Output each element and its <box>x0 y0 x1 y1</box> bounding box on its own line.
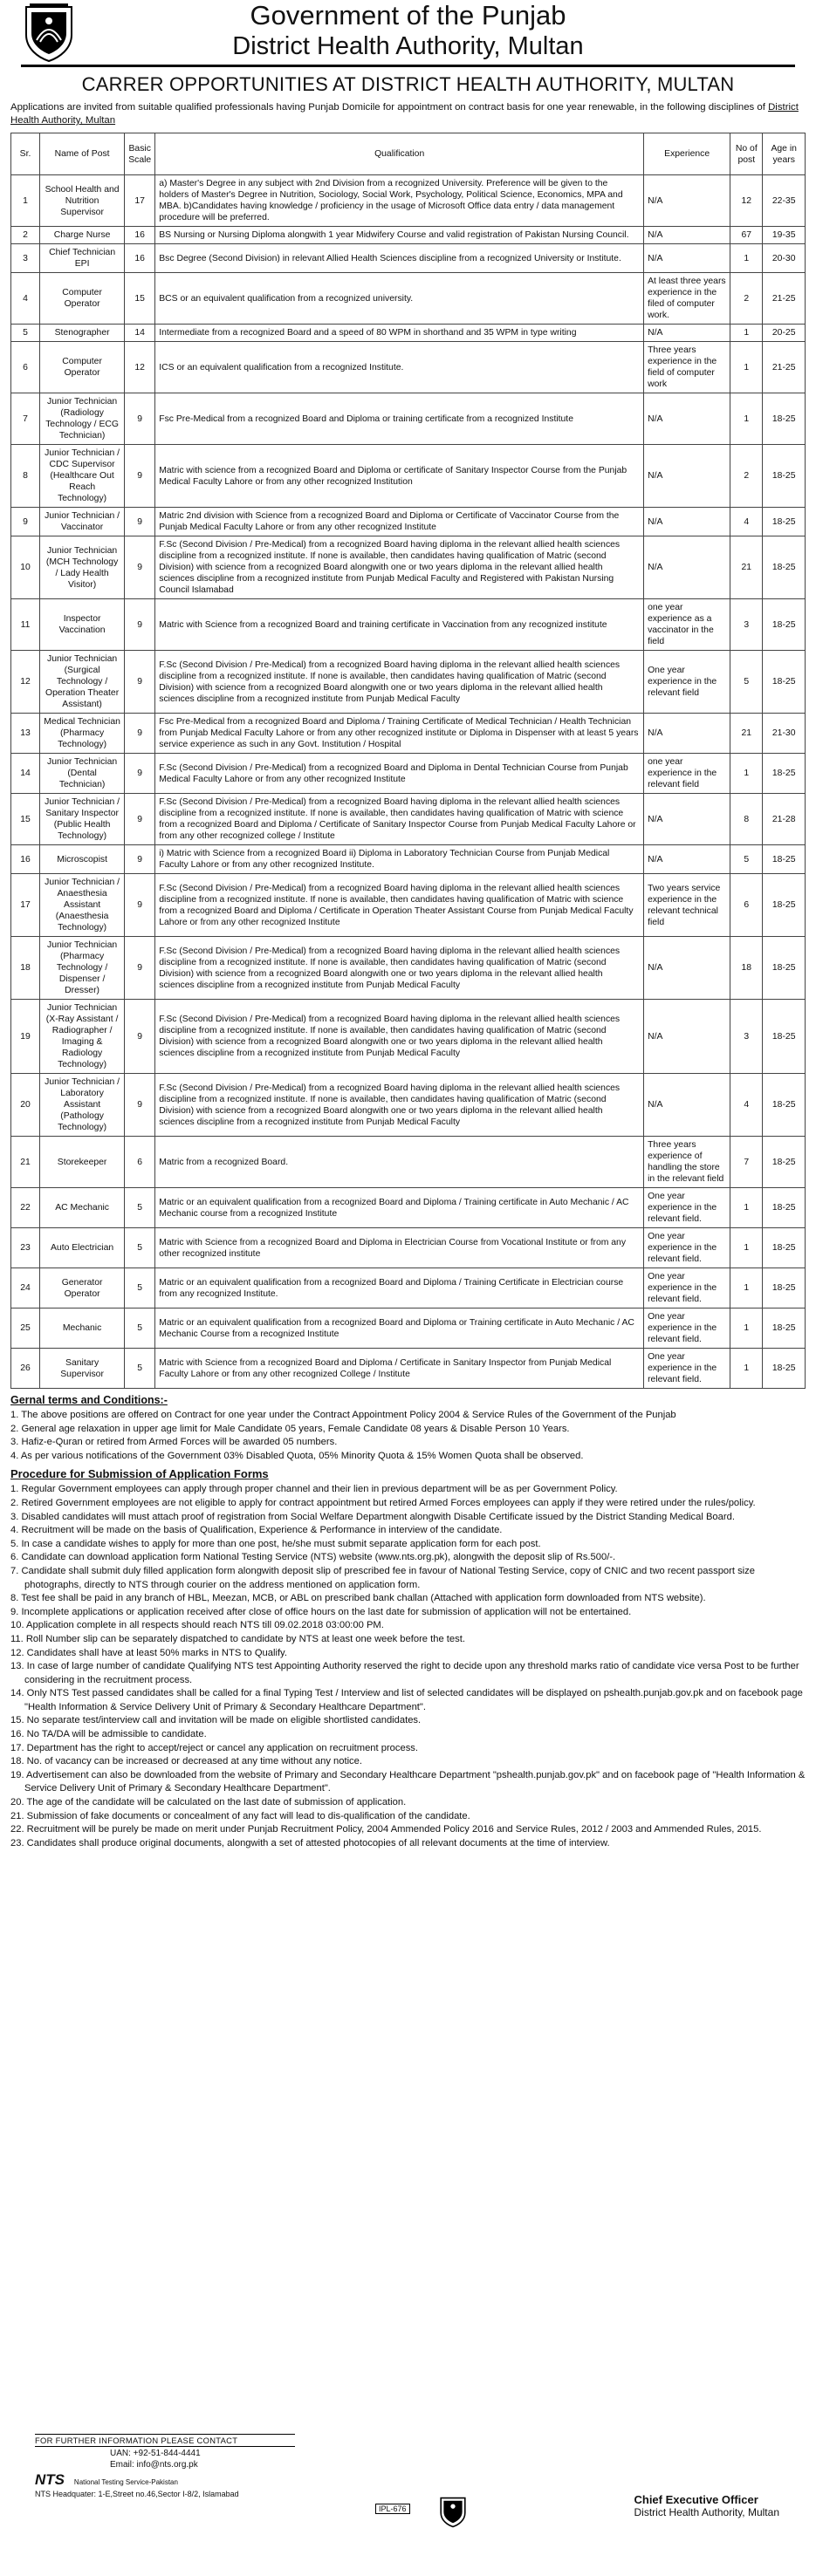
cell-qualification: Matric or an equivalent qualification from a recognized Board and Diploma / Training Certificate in Electrician course from any recognized Institute. <box>155 1268 644 1308</box>
cell-age: 18-25 <box>763 874 806 937</box>
cell-experience: N/A <box>644 445 730 508</box>
cell-experience: One year experience in the relevant field. <box>644 1268 730 1308</box>
cell-post: Junior Technician (MCH Technology / Lady Health Visitor) <box>40 536 125 599</box>
cell-qualification: Fsc Pre-Medical from a recognized Board and Diploma / Training Certificate of Medical Technician / Health Technician from Punjab Medical Faculty Lahore or from any other recognized institute or Diploma in Dispenser with at least 5 years service experience as such in any Govt. Institution / Hospital <box>155 714 644 754</box>
cell-scale: 9 <box>125 599 155 651</box>
cell-post: Sanitary Supervisor <box>40 1349 125 1389</box>
table-row <box>11 227 806 244</box>
table-row <box>11 1308 806 1349</box>
cell-scale: 9 <box>125 845 155 874</box>
cell-qualification: F.Sc (Second Division / Pre-Medical) from a recognized Board having diploma in the relevant allied health sciences discipline from a recognized institute. If none is available, then candidates having qualification of Matric (second Division) with science from a recognized Board alongwith one or two years diploma in the relevant allied health sciences discipline from a recognized institute from Punjab Medical Faculty <box>155 937 644 1000</box>
table-row <box>11 599 806 651</box>
cell-experience: N/A <box>644 794 730 845</box>
cell-posts: 6 <box>730 874 763 937</box>
table-row <box>11 244 806 273</box>
table-row <box>11 754 806 794</box>
cell-posts: 4 <box>730 1074 763 1137</box>
cell-experience: One year experience in the relevant field <box>644 651 730 714</box>
cell-scale: 12 <box>125 342 155 393</box>
cell-sr: 2 <box>11 227 40 244</box>
authority-title: District Health Authority, Multan <box>232 32 584 60</box>
table-row <box>11 937 806 1000</box>
cell-posts: 1 <box>730 1349 763 1389</box>
cell-post: Computer Operator <box>40 273 125 325</box>
cell-qualification: F.Sc (Second Division / Pre-Medical) from a recognized Board having diploma in the relevant allied health sciences discipline from a recognized institute. If none is available, then candidates having qualification of Matric (second Division) with science from a recognized Board alongwith one or two years diploma in the relevant allied health sciences discipline from a recognized institute from Punjab Medical Faculty and Registered with Pakistan Nursing Council Islamabad <box>155 536 644 599</box>
cell-age: 18-25 <box>763 937 806 1000</box>
header-experience: Experience <box>644 133 730 175</box>
cell-post: Junior Technician / Vaccinator <box>40 508 125 536</box>
cell-experience: Three years experience in the field of computer work <box>644 342 730 393</box>
table-row <box>11 874 806 937</box>
cell-posts: 1 <box>730 1308 763 1349</box>
cell-age: 18-25 <box>763 1000 806 1074</box>
cell-age: 21-25 <box>763 342 806 393</box>
cell-experience: N/A <box>644 175 730 227</box>
cell-post: Inspector Vaccination <box>40 599 125 651</box>
cell-sr: 22 <box>11 1188 40 1228</box>
cell-age: 18-25 <box>763 1308 806 1349</box>
cell-sr: 24 <box>11 1268 40 1308</box>
procedure-item: 10. Application complete in all respects should reach NTS till 09.02.2018 03:00:00 PM. <box>10 1620 384 1631</box>
cell-posts: 1 <box>730 1188 763 1228</box>
jobs-table-body <box>11 175 806 1389</box>
nts-contact-box <box>35 2434 295 2498</box>
cell-post: Generator Operator <box>40 1268 125 1308</box>
cell-experience: one year experience as a vaccinator in the field <box>644 599 730 651</box>
table-row <box>11 536 806 599</box>
cell-sr: 4 <box>11 273 40 325</box>
cell-sr: 26 <box>11 1349 40 1389</box>
header-title <box>10 0 806 61</box>
table-row <box>11 845 806 874</box>
cell-scale: 9 <box>125 393 155 445</box>
cell-qualification: Matric with Science from a recognized Board and training certificate in Vaccination from any recognized institute <box>155 599 644 651</box>
cell-age: 18-25 <box>763 1074 806 1137</box>
ceo-title: Chief Executive Officer <box>634 2493 758 2506</box>
table-row <box>11 445 806 508</box>
cell-scale: 5 <box>125 1308 155 1349</box>
cell-post: Junior Technician / Laboratory Assistant (Pathology Technology) <box>40 1074 125 1137</box>
cell-sr: 20 <box>11 1074 40 1137</box>
intro-text: Applications are invited from suitable qualified professionals having Punjab Domicile for appointment on contract basis for one year renewable, in the following disciplines of <box>10 102 769 113</box>
nts-headquarter: NTS Headquater: 1-E,Street no.46,Sector I-8/2, Islamabad <box>35 2490 239 2498</box>
cell-sr: 17 <box>11 874 40 937</box>
cell-post: Junior Technician / Sanitary Inspector (Public Health Technology) <box>40 794 125 845</box>
cell-sr: 15 <box>11 794 40 845</box>
cell-posts: 5 <box>730 845 763 874</box>
cell-experience: At least three years experience in the filed of computer work. <box>644 273 730 325</box>
cell-age: 18-25 <box>763 445 806 508</box>
cell-sr: 7 <box>11 393 40 445</box>
cell-experience: N/A <box>644 536 730 599</box>
procedure-item: 19. Advertisement can also be downloaded from the website of Primary and Secondary Healthcare Department "pshealth.punjab.gov.pk" and on facebook page of "Health Information & Service Delivery Unit of Primary & Secondary Healthcare Department". <box>10 1769 806 1794</box>
cell-qualification: Bsc Degree (Second Division) in relevant Allied Health Sciences discipline from a recognized University or Institute. <box>155 244 644 273</box>
cell-qualification: Matric with Science from a recognized Board and Diploma in Electrician Course from Vocational Institute or from any other recognized institute <box>155 1228 644 1268</box>
table-row <box>11 273 806 325</box>
terms-list <box>10 1409 806 1463</box>
cell-posts: 1 <box>730 754 763 794</box>
cell-qualification: Matric or an equivalent qualification from a recognized Board and Diploma / Training certificate in Auto Mechanic / AC Mechanic course from a recognized Institute <box>155 1188 644 1228</box>
table-row <box>11 1137 806 1188</box>
cell-experience: N/A <box>644 1000 730 1074</box>
cell-qualification: i) Matric with Science from a recognized Board ii) Diploma in Laboratory Technician Course from Punjab Medical Faculty Lahore or from any other recognized Institute. <box>155 845 644 874</box>
cell-posts: 1 <box>730 342 763 393</box>
cell-age: 18-25 <box>763 1349 806 1389</box>
ceo-signature-block <box>634 2493 779 2518</box>
cell-experience: one year experience in the relevant field <box>644 754 730 794</box>
intro-paragraph <box>10 101 806 127</box>
government-title: Government of the Punjab <box>250 0 566 31</box>
jobs-table <box>10 133 806 1389</box>
header-age: Age in years <box>763 133 806 175</box>
procedure-item: 12. Candidates shall have at least 50% marks in NTS to Qualify. <box>10 1647 287 1658</box>
cell-age: 20-25 <box>763 325 806 342</box>
email-address: Email: info@nts.org.pk <box>110 2460 198 2470</box>
procedure-title: Procedure for Submission of Application Forms <box>10 1467 269 1481</box>
cell-experience: N/A <box>644 227 730 244</box>
cell-post: Medical Technician (Pharmacy Technology) <box>40 714 125 754</box>
page-header <box>10 0 806 68</box>
cell-scale: 5 <box>125 1188 155 1228</box>
cell-experience: N/A <box>644 714 730 754</box>
nts-subtitle: National Testing Service-Pakistan <box>73 2478 178 2486</box>
cell-scale: 17 <box>125 175 155 227</box>
terms-item: 2. General age relaxation in upper age limit for Male Candidate 05 years, Female Candidate 08 years & Disable Person 10 Years. <box>10 1423 570 1434</box>
table-row <box>11 1349 806 1389</box>
table-header-row <box>11 133 806 175</box>
cell-scale: 5 <box>125 1228 155 1268</box>
table-row <box>11 1268 806 1308</box>
contact-info-bar: FOR FURTHER INFORMATION PLEASE CONTACT <box>35 2434 295 2447</box>
cell-posts: 1 <box>730 393 763 445</box>
procedure-item: 7. Candidate shall submit duly filled application form alongwith deposit slip of prescribed fee in favour of National Testing Service, copy of CNIC and two recent passport size photographs, directly to NTS through courier on the address mentioned on application form. <box>10 1565 755 1590</box>
procedure-item: 2. Retired Government employees are not eligible to apply for contract appointment but retired Armed Forces employees can apply if they were retired under the rules/policy. <box>10 1497 756 1508</box>
cell-age: 18-25 <box>763 1137 806 1188</box>
cell-posts: 12 <box>730 175 763 227</box>
cell-posts: 7 <box>730 1137 763 1188</box>
cell-qualification: Fsc Pre-Medical from a recognized Board and Diploma or training certificate from a recognized Institute <box>155 393 644 445</box>
cell-experience: One year experience in the relevant field. <box>644 1188 730 1228</box>
terms-item: 4. As per various notifications of the Government 03% Disabled Quota, 05% Minority Quota & 15% Women Quota shall be observed. <box>10 1450 584 1461</box>
cell-age: 18-25 <box>763 393 806 445</box>
cell-post: Junior Technician / Anaesthesia Assistant (Anaesthesia Technology) <box>40 874 125 937</box>
cell-qualification: Matric or an equivalent qualification from a recognized Board and Diploma or Training certificate in Auto Mechanic / AC Mechanic Course from a recognized Institute <box>155 1308 644 1349</box>
cell-scale: 5 <box>125 1349 155 1389</box>
table-row <box>11 714 806 754</box>
cell-age: 18-25 <box>763 1188 806 1228</box>
table-row <box>11 794 806 845</box>
cell-age: 18-25 <box>763 508 806 536</box>
intro-authority-link: District Health Authority, Multan <box>10 102 799 126</box>
cell-posts: 1 <box>730 325 763 342</box>
procedure-item: 8. Test fee shall be paid in any branch of HBL, Meezan, MCB, or ABL on prescribed bank challan (Attached with application form downloaded from NTS website). <box>10 1593 706 1604</box>
cell-qualification: Matric from a recognized Board. <box>155 1137 644 1188</box>
cell-scale: 9 <box>125 794 155 845</box>
cell-posts: 3 <box>730 599 763 651</box>
cell-posts: 18 <box>730 937 763 1000</box>
cell-post: Mechanic <box>40 1308 125 1349</box>
header-qualification: Qualification <box>155 133 644 175</box>
cell-age: 21-25 <box>763 273 806 325</box>
cell-scale: 9 <box>125 714 155 754</box>
cell-scale: 16 <box>125 227 155 244</box>
table-row <box>11 1000 806 1074</box>
cell-sr: 25 <box>11 1308 40 1349</box>
procedure-item: 5. In case a candidate wishes to apply for more than one post, he/she must submit separate application form for each post. <box>10 1538 541 1549</box>
career-heading: CARRER OPPORTUNITIES AT DISTRICT HEALTH AUTHORITY, MULTAN <box>81 73 735 95</box>
cell-post: Junior Technician (Dental Technician) <box>40 754 125 794</box>
cell-experience: Three years experience of handling the store in the relevant field <box>644 1137 730 1188</box>
cell-scale: 9 <box>125 937 155 1000</box>
cell-qualification: a) Master's Degree in any subject with 2nd Division from a recognized University. Preference will be given to the holders of Master's Degree in Nutrition, Sociology, Social Work, Psychology, Political Science, Economics, MPA and MBA. b)Candidates having knowledge / proficiency in the usage of Microsoft Office data entry / data management procedure will be preferred. <box>155 175 644 227</box>
cell-scale: 9 <box>125 651 155 714</box>
cell-post: Junior Technician (Radiology Technology / ECG Technician) <box>40 393 125 445</box>
table-row <box>11 393 806 445</box>
cell-age: 18-25 <box>763 599 806 651</box>
cell-scale: 9 <box>125 754 155 794</box>
cell-experience: N/A <box>644 845 730 874</box>
table-row <box>11 508 806 536</box>
cell-sr: 13 <box>11 714 40 754</box>
cell-qualification: Intermediate from a recognized Board and a speed of 80 WPM in shorthand and 35 WPM in type writing <box>155 325 644 342</box>
cell-scale: 5 <box>125 1268 155 1308</box>
cell-post: Computer Operator <box>40 342 125 393</box>
cell-posts: 3 <box>730 1000 763 1074</box>
ipl-number: IPL-676 <box>375 2504 410 2514</box>
cell-scale: 6 <box>125 1137 155 1188</box>
cell-post: Junior Technician (Pharmacy Technology / Dispenser / Dresser) <box>40 937 125 1000</box>
cell-post: Junior Technician (X-Ray Assistant / Radiographer / Imaging & Radiology Technology) <box>40 1000 125 1074</box>
cell-qualification: F.Sc (Second Division / Pre-Medical) from a recognized Board having diploma in the relevant allied health sciences discipline from a recognized institute. If none is available, then candidates having qualification of Matric (second Division) with science from a recognized Board alongwith one or two years diploma in the relevant allied health sciences discipline from a recognized institute from Punjab Medical Faculty <box>155 1000 644 1074</box>
procedure-item: 13. In case of large number of candidate Qualifying NTS test Appointing Authority reserved the right to decide upon any threshold marks ratio of candidate vice versa Post to be further considering in the recruitment process. <box>10 1661 799 1685</box>
cell-age: 21-30 <box>763 714 806 754</box>
cell-scale: 9 <box>125 1000 155 1074</box>
procedure-item: 15. No separate test/interview call and invitation will be made on eligible shortlisted candidates. <box>10 1715 422 1726</box>
cell-post: AC Mechanic <box>40 1188 125 1228</box>
cell-scale: 9 <box>125 874 155 937</box>
procedure-item: 23. Candidates shall produce original documents, alongwith a set of attested photocopies of all relevant documents at the time of interview. <box>10 1837 610 1848</box>
table-row <box>11 651 806 714</box>
procedure-item: 17. Department has the right to accept/reject or cancel any application on recruitment process. <box>10 1742 419 1753</box>
procedure-item: 16. No TA/DA will be admissible to candidate. <box>10 1729 207 1740</box>
header-divider <box>21 65 795 67</box>
cell-posts: 21 <box>730 714 763 754</box>
cell-posts: 67 <box>730 227 763 244</box>
cell-sr: 11 <box>11 599 40 651</box>
cell-experience: One year experience in the relevant field. <box>644 1228 730 1268</box>
cell-post: Auto Electrician <box>40 1228 125 1268</box>
table-row <box>11 175 806 227</box>
cell-posts: 2 <box>730 445 763 508</box>
procedure-item: 21. Submission of fake documents or concealment of any fact will lead to dis-qualification of the candidate. <box>10 1810 470 1821</box>
cell-qualification: F.Sc (Second Division / Pre-Medical) from a recognized Board and Diploma in Dental Technician Course from Punjab Medical Faculty Lahore or from any other recognized Institute <box>155 754 644 794</box>
cell-post: Charge Nurse <box>40 227 125 244</box>
cell-posts: 2 <box>730 273 763 325</box>
cell-scale: 15 <box>125 273 155 325</box>
cell-age: 18-25 <box>763 1228 806 1268</box>
cell-qualification: Matric 2nd division with Science from a recognized Board and Diploma or Certificate of Vaccinator Course from the Punjab Medical Faculty Lahore or from any other recognized Institute <box>155 508 644 536</box>
cell-age: 18-25 <box>763 536 806 599</box>
cell-sr: 6 <box>11 342 40 393</box>
procedure-item: 4. Recruitment will be made on the basis of Qualification, Experience & Performance in interview of the candidate. <box>10 1525 503 1536</box>
punjab-emblem-small-icon <box>438 2495 468 2528</box>
terms-item: 3. Hafiz-e-Quran or retired from Armed Forces will be awarded 05 numbers. <box>10 1437 338 1448</box>
cell-scale: 9 <box>125 445 155 508</box>
cell-posts: 1 <box>730 244 763 273</box>
procedure-item: 6. Candidate can download application form National Testing Service (NTS) website (www.nts.org.pk), alongwith the deposit slip of Rs.500/-. <box>10 1552 616 1563</box>
cell-age: 18-25 <box>763 651 806 714</box>
cell-qualification: F.Sc (Second Division / Pre-Medical) from a recognized Board having diploma in the relevant allied health sciences discipline from a recognized institute. If none is available, then candidates having qualification of Matric with science from a recognized Board and Diploma / Certificate of Sanitary Inspector Course from Punjab Medical Faculty Lahore or from any other recognized college / Institute <box>155 794 644 845</box>
cell-age: 18-25 <box>763 754 806 794</box>
procedure-item: 22. Recruitment will be purely be made on merit under Punjab Recruitment Policy, 2004 Ammended Policy 2016 and Service Rules, 2012 / 2003 and Ammended Rules, 2015. <box>10 1824 762 1835</box>
header-scale: Basic Scale <box>125 133 155 175</box>
cell-sr: 5 <box>11 325 40 342</box>
procedure-item: 11. Roll Number slip can be separately dispatched to candidate by NTS at least one week before the test. <box>10 1633 465 1644</box>
procedure-item: 9. Incomplete applications or application received after close of office hours on the last date for submission of application will not be entertained. <box>10 1606 632 1617</box>
cell-sr: 19 <box>11 1000 40 1074</box>
cell-experience: N/A <box>644 1074 730 1137</box>
cell-posts: 1 <box>730 1228 763 1268</box>
cell-posts: 8 <box>730 794 763 845</box>
terms-title: Gernal terms and Conditions:- <box>10 1394 168 1406</box>
cell-qualification: F.Sc (Second Division / Pre-Medical) from a recognized Board having diploma in the relevant allied health sciences discipline from a recognized institute. If none is available, then candidates having qualification of Matric (second Division) with science from a recognized Board alongwith one or two years diploma in the relevant allied health sciences discipline from a recognized institute from Punjab Medical Faculty <box>155 1074 644 1137</box>
cell-sr: 9 <box>11 508 40 536</box>
cell-sr: 12 <box>11 651 40 714</box>
uan-number: UAN: +92-51-844-4441 <box>110 2449 201 2458</box>
cell-experience: One year experience in the relevant field. <box>644 1349 730 1389</box>
cell-qualification: Matric with Science from a recognized Board and Diploma / Certificate in Sanitary Inspector from Punjab Medical Faculty Lahore or from any other recognized College / Institute <box>155 1349 644 1389</box>
cell-sr: 8 <box>11 445 40 508</box>
cell-sr: 18 <box>11 937 40 1000</box>
header-post: Name of Post <box>40 133 125 175</box>
cell-scale: 14 <box>125 325 155 342</box>
table-row <box>11 325 806 342</box>
nts-logo: NTS <box>35 2471 65 2488</box>
cell-post: Stenographer <box>40 325 125 342</box>
procedure-list <box>10 1483 806 1850</box>
cell-scale: 16 <box>125 244 155 273</box>
cell-posts: 4 <box>730 508 763 536</box>
cell-age: 20-30 <box>763 244 806 273</box>
cell-sr: 23 <box>11 1228 40 1268</box>
table-row <box>11 1074 806 1137</box>
cell-age: 18-25 <box>763 845 806 874</box>
cell-age: 22-35 <box>763 175 806 227</box>
table-row <box>11 1228 806 1268</box>
cell-scale: 9 <box>125 508 155 536</box>
cell-age: 21-28 <box>763 794 806 845</box>
cell-post: Storekeeper <box>40 1137 125 1188</box>
terms-item: 1. The above positions are offered on Contract for one year under the Contract Appointment Policy 2004 & Service Rules of the Government of the Punjab <box>10 1410 676 1420</box>
cell-post: Microscopist <box>40 845 125 874</box>
cell-experience: Two years service experience in the relevant technical field <box>644 874 730 937</box>
cell-experience: N/A <box>644 244 730 273</box>
table-row <box>11 342 806 393</box>
cell-age: 19-35 <box>763 227 806 244</box>
cell-posts: 5 <box>730 651 763 714</box>
cell-sr: 14 <box>11 754 40 794</box>
cell-posts: 1 <box>730 1268 763 1308</box>
cell-post: Chief Technician EPI <box>40 244 125 273</box>
procedure-item: 3. Disabled candidates will must attach proof of registration from Social Welfare Department alongwith Disable Certificate issued by the District Standing Medical Board. <box>10 1511 735 1522</box>
cell-post: School Health and Nutrition Supervisor <box>40 175 125 227</box>
header-sr: Sr. <box>11 133 40 175</box>
cell-qualification: F.Sc (Second Division / Pre-Medical) from a recognized Board having diploma in the relevant allied health sciences discipline from a recognized institute. If none is available, then candidates having qualification of Matric with science from a recognized Board and Diploma / Certificate in Operation Theater Assistant Course from Punjab Medical Faculty Lahore or from any other recognized Institute <box>155 874 644 937</box>
cell-post: Junior Technician (Surgical Technology / Operation Theater Assistant) <box>40 651 125 714</box>
cell-scale: 9 <box>125 1074 155 1137</box>
cell-qualification: BCS or an equivalent qualification from a recognized university. <box>155 273 644 325</box>
page-footer <box>10 2434 806 2573</box>
cell-sr: 10 <box>11 536 40 599</box>
table-row <box>11 1188 806 1228</box>
cell-qualification: F.Sc (Second Division / Pre-Medical) from a recognized Board having diploma in the relevant allied health sciences discipline from a recognized institute. If none is available, then candidates having qualification of Matric (second Division) with science from a recognized Board alongwith one or two years diploma in the relevant allied health sciences discipline from a recognized institute from Punjab Medical Faculty <box>155 651 644 714</box>
procedure-item: 14. Only NTS Test passed candidates shall be called for a final Typing Test / Interview and list of selected candidates will be displayed on pshealth.punjab.gov.pk and on facebook page "Health Information & Service Delivery Unit of Primary & Secondary Healthcare Department". <box>10 1688 803 1712</box>
procedure-item: 1. Regular Government employees can apply through proper channel and their lien in previous department will be as per Government Policy. <box>10 1484 618 1495</box>
cell-post: Junior Technician / CDC Supervisor (Healthcare Out Reach Technology) <box>40 445 125 508</box>
procedure-item: 18. No. of vacancy can be increased or decreased at any time without any notice. <box>10 1756 362 1767</box>
cell-experience: N/A <box>644 325 730 342</box>
cell-experience: N/A <box>644 937 730 1000</box>
cell-qualification: BS Nursing or Nursing Diploma alongwith 1 year Midwifery Course and valid registration of Pakistan Nursing Council. <box>155 227 644 244</box>
header-posts: No of post <box>730 133 763 175</box>
cell-sr: 3 <box>11 244 40 273</box>
cell-experience: N/A <box>644 393 730 445</box>
cell-age: 18-25 <box>763 1268 806 1308</box>
cell-qualification: Matric with science from a recognized Board and Diploma or certificate of Sanitary Inspector Course from the Punjab Medical Faculty Lahore or from any other recognized Institution <box>155 445 644 508</box>
cell-experience: N/A <box>644 508 730 536</box>
cell-sr: 1 <box>11 175 40 227</box>
cell-sr: 16 <box>11 845 40 874</box>
cell-posts: 21 <box>730 536 763 599</box>
cell-sr: 21 <box>11 1137 40 1188</box>
cell-experience: One year experience in the relevant field. <box>644 1308 730 1349</box>
ceo-subtitle: District Health Authority, Multan <box>634 2506 779 2518</box>
cell-qualification: ICS or an equivalent qualification from a recognized Institute. <box>155 342 644 393</box>
procedure-item: 20. The age of the candidate will be calculated on the last date of submission of application. <box>10 1797 407 1808</box>
cell-scale: 9 <box>125 536 155 599</box>
